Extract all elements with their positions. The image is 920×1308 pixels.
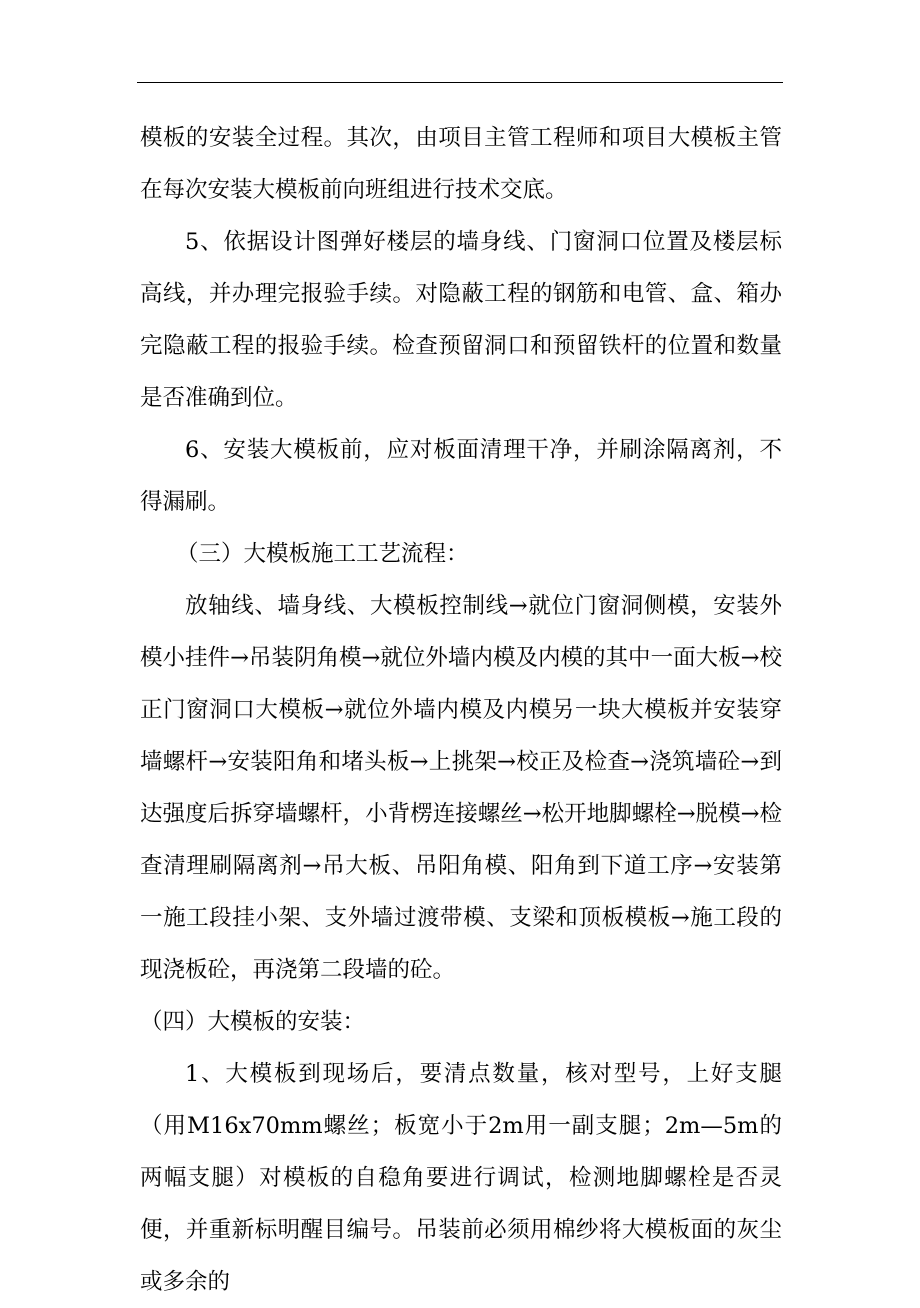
section-heading-installation: （四）大模板的安装： [140, 1009, 366, 1035]
document-body [140, 112, 782, 1308]
section-heading-process: （三）大模板施工工艺流程： [176, 541, 469, 567]
paragraph-process-flow: 放轴线、墙身线、大模板控制线→就位门窗洞侧模，安装外模小挂件→吊装阴角模→就位外墙内模及内模的其中一面大板→校正门窗洞口大模板→就位外墙内模及内模另一块大模板并安装穿墙螺杆→安装阳角和堵头板→上挑架→校正及检查→浇筑墙砼→到达强度后拆穿墙螺杆，小背楞连接螺丝→松开地脚螺栓→脱模→检查清理刷隔离剂→吊大板、吊阳角模、阳角到下道工序→安装第一施工段挂小架、支外墙过渡带模、支梁和顶板模板→施工段的现浇板砼，再浇第二段墙的砼。 [140, 593, 782, 983]
paragraph-item-5: 5、依据设计图弹好楼层的墙身线、门窗洞口位置及楼层标高线，并办理完报验手续。对隐蔽工程的钢筋和电管、盒、箱办完隐蔽工程的报验手续。检查预留洞口和预留铁杆的位置和数量是否准确到位。 [140, 229, 782, 411]
paragraph-item-1: 1、大模板到现场后，要清点数量，核对型号，上好支腿（用M16x70mm螺丝；板宽小于2m用一副支腿；2m—5m的两幅支腿）对模板的自稳角要进行调试，检测地脚螺栓是否灵便，并重新标明醒目编号。吊装前必须用棉纱将大模板面的灰尘或多余的 [140, 1061, 782, 1295]
header-rule [137, 82, 783, 83]
paragraph-continuation: 模板的安装全过程。其次，由项目主管工程师和项目大模板主管在每次安装大模板前向班组进行技术交底。 [140, 125, 782, 203]
paragraph-item-6: 6、安装大模板前，应对板面清理干净，并刷涂隔离剂，不得漏刷。 [140, 437, 782, 515]
